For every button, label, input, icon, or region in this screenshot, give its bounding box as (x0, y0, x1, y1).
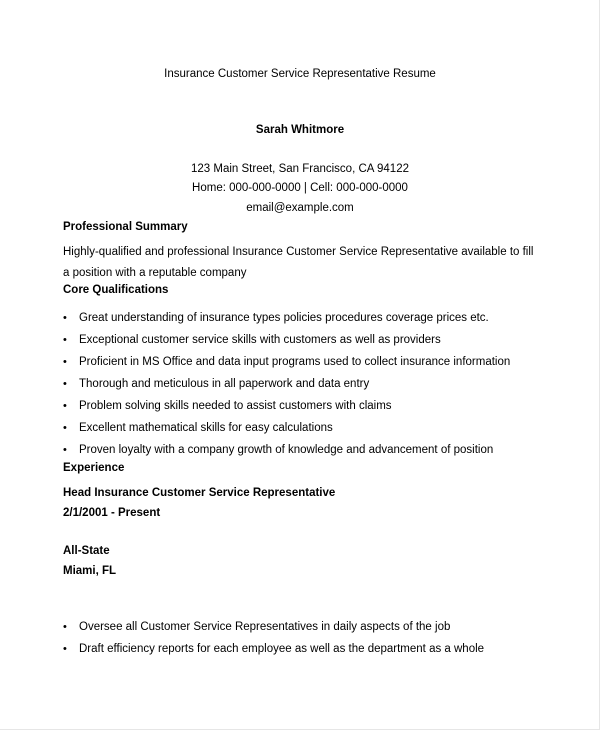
list-item (63, 619, 484, 641)
summary-heading: Professional Summary (63, 221, 188, 233)
job-title: Head Insurance Customer Service Representative (63, 487, 336, 499)
list-item (63, 310, 510, 332)
document-title: Insurance Customer Service Representative Resume (164, 68, 436, 80)
bullet-icon: • (63, 334, 67, 346)
qualifications-list (63, 310, 510, 464)
qualifications-heading: Core Qualifications (63, 284, 169, 296)
address-line: 123 Main Street, San Francisco, CA 94122 (191, 163, 409, 175)
qualification-text: Excellent mathematical skills for easy calculations (79, 422, 333, 434)
bullet-icon: • (63, 312, 67, 324)
summary-text: Highly-qualified and professional Insurance Customer Service Representative available to fill a position with a reputable company (63, 246, 534, 279)
company-name: All-State (63, 545, 110, 557)
list-item (63, 398, 510, 420)
applicant-name: Sarah Whitmore (255, 124, 345, 136)
bullet-icon: • (63, 643, 67, 655)
qualification-text: Thorough and meticulous in all paperwork and data entry (79, 378, 370, 390)
qualification-text: Problem solving skills needed to assist customers with claims (79, 400, 392, 412)
bullet-icon: • (63, 621, 67, 633)
list-item (63, 332, 510, 354)
list-item (63, 442, 510, 464)
list-item (63, 376, 510, 398)
bullet-icon: • (63, 378, 67, 390)
duty-text: Oversee all Customer Service Representatives in daily aspects of the job (79, 621, 451, 633)
bullet-icon: • (63, 422, 67, 434)
bullet-icon: • (63, 400, 67, 412)
company-location: Miami, FL (63, 565, 117, 577)
experience-heading: Experience (63, 462, 125, 474)
duties-list (63, 619, 484, 663)
qualification-text: Proven loyalty with a company growth of knowledge and advancement of position (79, 444, 494, 456)
job-dates: 2/1/2001 - Present (63, 507, 161, 519)
qualification-text: Proficient in MS Office and data input programs used to collect insurance information (79, 356, 511, 368)
qualification-text: Great understanding of insurance types policies procedures coverage prices etc. (79, 312, 489, 324)
phone-line: Home: 000-000-0000 | Cell: 000-000-0000 (192, 182, 408, 194)
list-item (63, 420, 510, 442)
qualification-text: Exceptional customer service skills with customers as well as providers (79, 334, 441, 346)
bullet-icon: • (63, 444, 67, 456)
list-item (63, 641, 484, 663)
email-line: email@example.com (246, 202, 354, 214)
bullet-icon: • (63, 356, 67, 368)
duty-text: Draft efficiency reports for each employee as well as the department as a whole (79, 643, 485, 655)
list-item (63, 354, 510, 376)
